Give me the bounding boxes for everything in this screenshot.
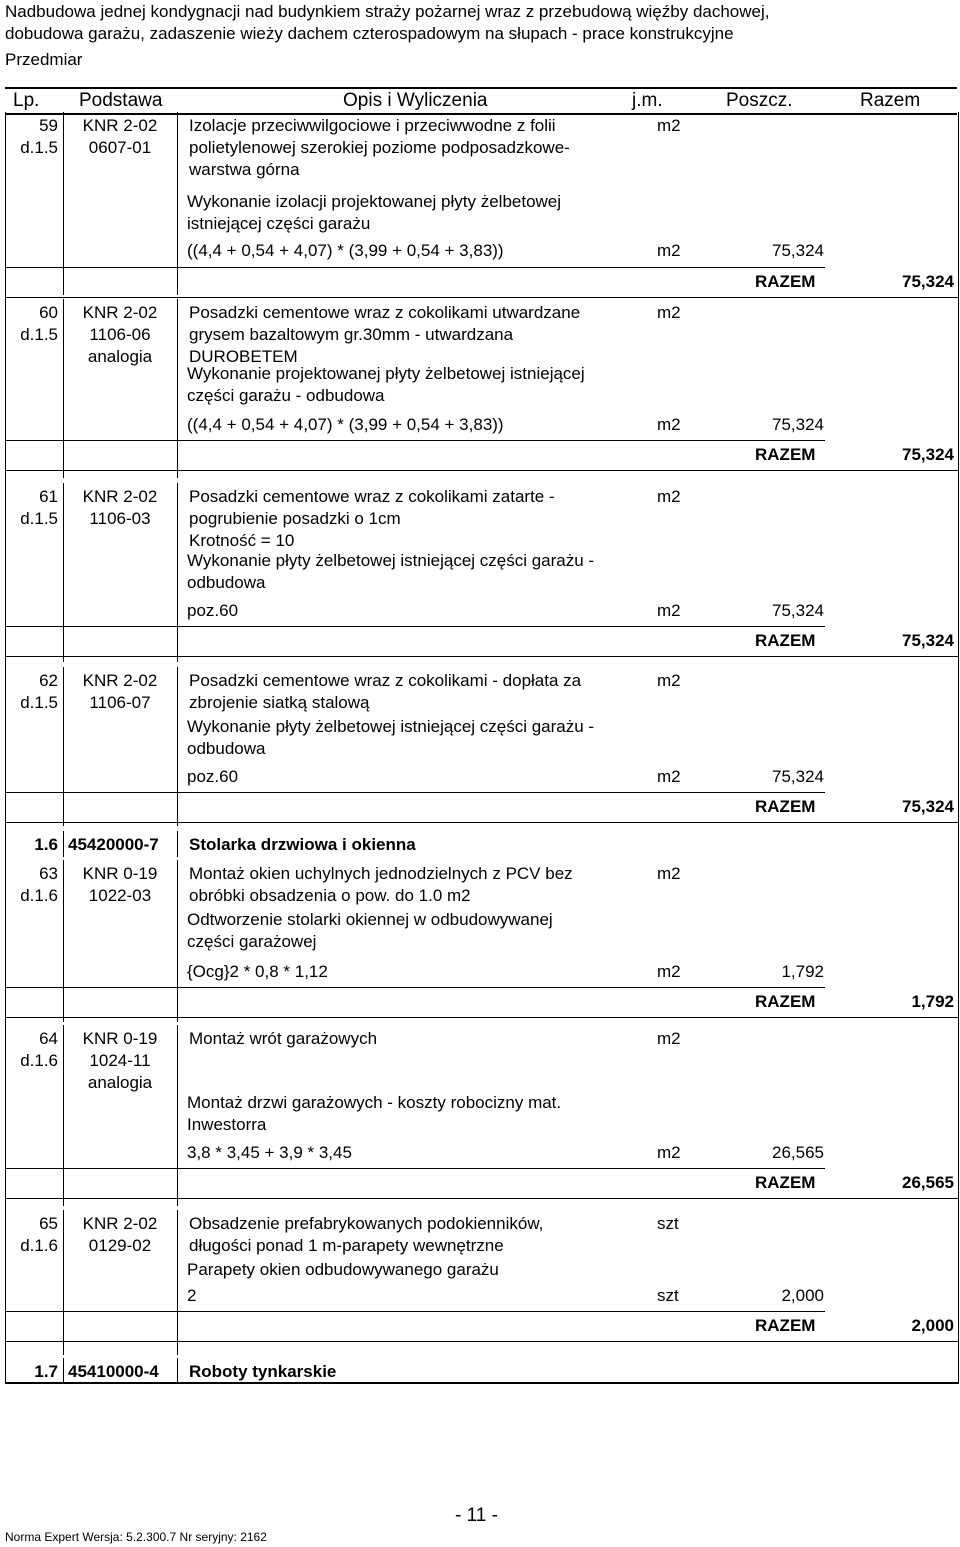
item-number: 63 (39, 864, 58, 883)
item-unit: m2 (657, 116, 681, 135)
item-calculation-value: 75,324 (772, 767, 824, 786)
row-separator (6, 656, 958, 657)
section-code: 45420000-7 (68, 835, 159, 854)
item-work-line-1: Wykonanie płyty żelbetowej istniejącej części garażu - (187, 551, 595, 570)
item-calculation-value: 1,792 (781, 962, 824, 981)
item-number: 62 (39, 671, 58, 690)
item-description-line-1: Posadzki cementowe wraz z cokolikami - dopłata za (189, 671, 582, 690)
item-calculation: ((4,4 + 0,54 + 4,07) * (3,99 + 0,54 + 3,83)) (187, 415, 504, 434)
item-basis-note: analogia (87, 1073, 153, 1092)
cost-estimate-table (5, 112, 959, 1384)
item-unit: m2 (657, 671, 681, 690)
item-work-line-1: Odtworzenie stolarki okiennej w odbudowywanej (187, 910, 553, 929)
item-unit: m2 (657, 303, 681, 322)
item-chapter: d.1.5 (20, 693, 58, 712)
item-description-line-1: Montaż wrót garażowych (189, 1029, 378, 1048)
item-basis-code: 1106-06 (89, 325, 151, 344)
item-number: 65 (39, 1214, 58, 1233)
page-number: - 11 - (455, 1505, 498, 1526)
item-basis-code: 1024-11 (89, 1051, 151, 1070)
item-calculation: poz.60 (187, 601, 239, 620)
item-calculation: ((4,4 + 0,54 + 4,07) * (3,99 + 0,54 + 3,83)) (187, 241, 504, 260)
item-calculation-unit: m2 (657, 415, 681, 434)
item-calculation: poz.60 (187, 767, 239, 786)
item-unit: szt (657, 1214, 679, 1233)
item-calculation: {Ocg}2 * 0,8 * 1,12 (187, 962, 328, 981)
row-separator (6, 987, 825, 988)
item-basis-note: analogia (87, 347, 153, 366)
item-number: 64 (39, 1029, 58, 1048)
item-work-line-2: odbudowa (187, 573, 266, 592)
column-divider (177, 831, 178, 857)
item-number: 59 (39, 116, 58, 135)
row-separator (6, 1017, 958, 1018)
item-calculation: 2 (187, 1286, 197, 1305)
item-work-line-2: części garażu - odbudowa (187, 386, 385, 405)
item-basis-code: 0607-01 (88, 138, 152, 157)
item-calculation-value: 26,565 (772, 1143, 824, 1162)
row-separator (6, 822, 958, 823)
column-divider (177, 1210, 178, 1355)
item-work-line-2: istniejącej części garażu (187, 214, 371, 233)
item-total-value: 75,324 (902, 631, 954, 650)
document-subtitle: Przedmiar (5, 50, 83, 69)
item-basis-code: 0129-02 (88, 1236, 152, 1255)
item-unit: m2 (657, 487, 681, 506)
item-work-line-1: Parapety okien odbudowywanego garażu (187, 1260, 499, 1279)
item-chapter: d.1.6 (20, 1051, 58, 1070)
column-divider (177, 483, 178, 662)
item-total-value: 2,000 (911, 1316, 954, 1335)
column-header-poszcz: Poszcz. (726, 90, 793, 111)
item-calculation-unit: m2 (657, 1143, 681, 1162)
item-unit: m2 (657, 864, 681, 883)
item-basis-catalog: KNR 0-19 (82, 864, 158, 883)
column-header-jm: j.m. (632, 90, 663, 111)
item-total-label: RAZEM (755, 1316, 816, 1335)
item-calculation-unit: m2 (657, 601, 681, 620)
row-separator (6, 1341, 958, 1342)
item-total-label: RAZEM (755, 1173, 816, 1192)
item-calculation-unit: m2 (657, 962, 681, 981)
column-header-podstawa: Podstawa (79, 90, 163, 111)
column-divider (177, 667, 178, 826)
section-code: 45410000-4 (68, 1362, 159, 1381)
column-header-lp: Lp. (13, 90, 40, 111)
item-description-line-1: Posadzki cementowe wraz z cokolikami zatarte - (189, 487, 555, 506)
row-separator (6, 1168, 825, 1169)
column-divider (177, 299, 178, 478)
document-title-line-2: dobudowa garażu, zadaszenie wieży dachem czterospadowym na słupach - prace konstrukcyjne (5, 24, 734, 43)
item-calculation-unit: m2 (657, 767, 681, 786)
item-basis-catalog: KNR 2-02 (82, 487, 158, 506)
item-total-label: RAZEM (755, 797, 816, 816)
column-divider (177, 860, 178, 1022)
row-separator (6, 626, 825, 627)
item-description-line-1: Montaż okien uchylnych jednodzielnych z PCV bez (189, 864, 573, 883)
item-description-line-2: grysem bazaltowym gr.30mm - utwardzana (189, 325, 514, 344)
row-separator (6, 792, 825, 793)
item-basis-catalog: KNR 2-02 (82, 116, 158, 135)
item-basis-catalog: KNR 2-02 (82, 671, 158, 690)
item-work-line-1: Wykonanie izolacji projektowanej płyty żelbetowej (187, 192, 562, 211)
row-separator (6, 1311, 825, 1312)
item-calculation-value: 2,000 (781, 1286, 824, 1305)
column-divider (177, 1025, 178, 1206)
item-work-line-2: Inwestorra (187, 1115, 267, 1134)
row-separator (6, 1198, 958, 1199)
column-divider (63, 1358, 64, 1384)
section-number: 1.7 (34, 1362, 58, 1381)
item-total-value: 26,565 (902, 1173, 954, 1192)
item-total-value: 75,324 (902, 445, 954, 464)
item-description-line-3: DUROBETEM (189, 347, 298, 366)
item-basis-catalog: KNR 2-02 (82, 1214, 158, 1233)
item-basis-code: 1022-03 (88, 886, 152, 905)
item-work-line-1: Montaż drzwi garażowych - koszty robocizny mat. (187, 1093, 562, 1112)
item-total-value: 1,792 (911, 992, 954, 1011)
item-chapter: d.1.5 (20, 138, 58, 157)
item-basis-code: 1106-07 (89, 693, 151, 712)
item-work-line-2: odbudowa (187, 739, 266, 758)
item-total-label: RAZEM (755, 445, 816, 464)
column-divider (177, 1358, 178, 1384)
item-chapter: d.1.6 (20, 886, 58, 905)
item-description-line-1: Posadzki cementowe wraz z cokolikami utwardzane (189, 303, 581, 322)
item-total-value: 75,324 (902, 797, 954, 816)
item-description-line-3: Krotność = 10 (189, 531, 295, 550)
item-number: 61 (39, 487, 58, 506)
item-calculation-value: 75,324 (772, 241, 824, 260)
item-total-label: RAZEM (755, 631, 816, 650)
item-total-label: RAZEM (755, 272, 816, 291)
row-separator (6, 470, 958, 471)
section-title: Roboty tynkarskie (189, 1362, 337, 1381)
item-work-line-1: Wykonanie projektowanej płyty żelbetowej istniejącej (187, 364, 585, 383)
row-separator (6, 267, 825, 268)
item-calculation-unit: m2 (657, 241, 681, 260)
row-separator (6, 440, 825, 441)
item-description-line-3: warstwa górna (189, 160, 300, 179)
item-basis-code: 1106-03 (89, 509, 151, 528)
item-chapter: d.1.5 (20, 325, 58, 344)
column-divider (63, 831, 64, 857)
item-basis-catalog: KNR 0-19 (82, 1029, 158, 1048)
item-description-line-2: zbrojenie siatką stalową (189, 693, 370, 712)
item-description-line-2: polietylenowej szerokiej poziome podposadzkowe- (189, 138, 570, 157)
item-description-line-2: obróbki obsadzenia o pow. do 1.0 m2 (189, 886, 471, 905)
item-description-line-2: pogrubienie posadzki o 1cm (189, 509, 401, 528)
item-total-label: RAZEM (755, 992, 816, 1011)
item-calculation-value: 75,324 (772, 601, 824, 620)
item-total-value: 75,324 (902, 272, 954, 291)
row-separator (6, 297, 958, 298)
column-header-razem: Razem (860, 90, 921, 111)
item-chapter: d.1.6 (20, 1236, 58, 1255)
item-description-line-2: długości ponad 1 m-parapety wewnętrzne (189, 1236, 504, 1255)
table-column-header (5, 87, 957, 115)
item-calculation-value: 75,324 (772, 415, 824, 434)
section-number: 1.6 (34, 835, 58, 854)
item-basis-catalog: KNR 2-02 (82, 303, 158, 322)
item-number: 60 (39, 303, 58, 322)
item-description-line-1: Obsadzenie prefabrykowanych podokienników, (189, 1214, 544, 1233)
column-header-opis: Opis i Wyliczenia (343, 90, 488, 111)
item-description-line-1: Izolacje przeciwwilgociowe i przeciwwodne z folii (189, 116, 556, 135)
software-version-note: Norma Expert Wersja: 5.2.300.7 Nr seryjny: 2162 (5, 1530, 267, 1544)
document-title-line-1: Nadbudowa jednej kondygnacji nad budynkiem straży pożarnej wraz z przebudową więźby dachowej, (5, 2, 770, 21)
item-unit: m2 (657, 1029, 681, 1048)
item-work-line-1: Wykonanie płyty żelbetowej istniejącej części garażu - (187, 717, 595, 736)
item-calculation-unit: szt (657, 1286, 679, 1305)
item-chapter: d.1.5 (20, 509, 58, 528)
item-work-line-2: części garażowej (187, 932, 317, 951)
section-title: Stolarka drzwiowa i okienna (189, 835, 416, 854)
item-calculation: 3,8 * 3,45 + 3,9 * 3,45 (187, 1143, 352, 1162)
